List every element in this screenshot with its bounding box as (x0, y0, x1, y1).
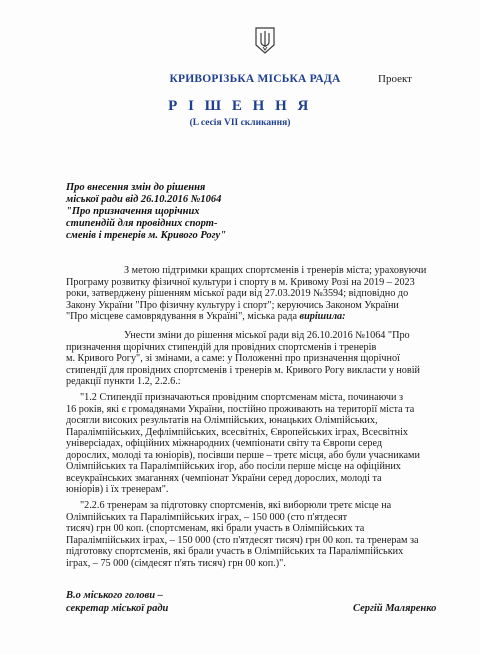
amendment-paragraph: Унести зміни до рішення міської ради від 26.10.2016 №1064 "Про призначення щорічних стипендій для провідних спортсменів і тренерів м. Кривого Рогу", зі змінами, а саме: у Положенні про призначення щорічної стипендії для провідних спортсменів і тренерів м. Кривого Рогу викласти у новій редакції пункти 1.2, 2.2.6.: (66, 330, 420, 387)
signatory-position: В.о міського голови – секретар міської ради (66, 590, 169, 614)
preamble-paragraph: З метою підтримки кращих спортсменів і тренерів міста; ураховуючи Програму розвитку фізичної культури і спорту в м. Кривому Розі на 2019 – 2023 роки, затверджену рішенням міської ради від 27.03.2019 №3594; відповідно до Закону України "Про фізичну культуру і спорт"; керуючись Законом України "Про місцеве самоврядування в Україні", міська рада вирішила: (66, 265, 427, 322)
document-title: Р І Ш Е Н Н Я (168, 98, 312, 114)
status-label: Проект (378, 73, 412, 85)
session-label: (L сесія VII скликання) (189, 118, 291, 128)
decision-subject: Про внесення змін до рішення міської ради від 26.10.2016 №1064 "Про призначення щорічних стипендій для провідних спорт- сменів і тренерів м. Кривого Рогу" (66, 182, 227, 241)
decides-label: вирішила: (299, 311, 346, 322)
clause-2-2-6: "2.2.6 тренерам за підготовку спортсменів, які виборюли третє місце на Олімпійських та Паралімпійських іграх, – 150 000 (сто п'ятдесят тисяч) грн 00 коп. (спортсменам, які брали участь в Олімпійських та Паралімпійських іграх, – 150 000 (сто п'ятдесят тисяч) грн 00 коп. та тренерам за підготовку спортсменів, які брали участь в Олімпійських та Паралімпійських іграх, – 75 000 (сімдесят п'ять тисяч) грн 00 коп.)". (66, 500, 419, 569)
signatory-name: Сергій Маляренко (353, 603, 437, 614)
council-name: КРИВОРІЗЬКА МІСЬКА РАДА (169, 73, 341, 85)
trident-emblem-icon (254, 25, 276, 55)
clause-1-2: "1.2 Стипендії призначаються провідним спортсменам міста, починаючи з 16 років, які є громадянами України, постійно проживають на території міста та досягли високих результатів на Олімпійських, юнацьких Олімпійських, Паралімпійських, Дефлімпійських, всесвітніх, Європейських іграх, Всесвітніх універсіадах, офіційних міжнародних (чемпіонати світу та Європи серед дорослих, молоді та юніорів), посівши перше – третє місця, або були учасниками Олімпійських та Паралімпійських ігор, або посіли перше місце на офіційних всеукраїнських змаганнях (чемпіонат України серед дорослих, молоді та юніорів) і їх тренерам". (66, 392, 420, 495)
